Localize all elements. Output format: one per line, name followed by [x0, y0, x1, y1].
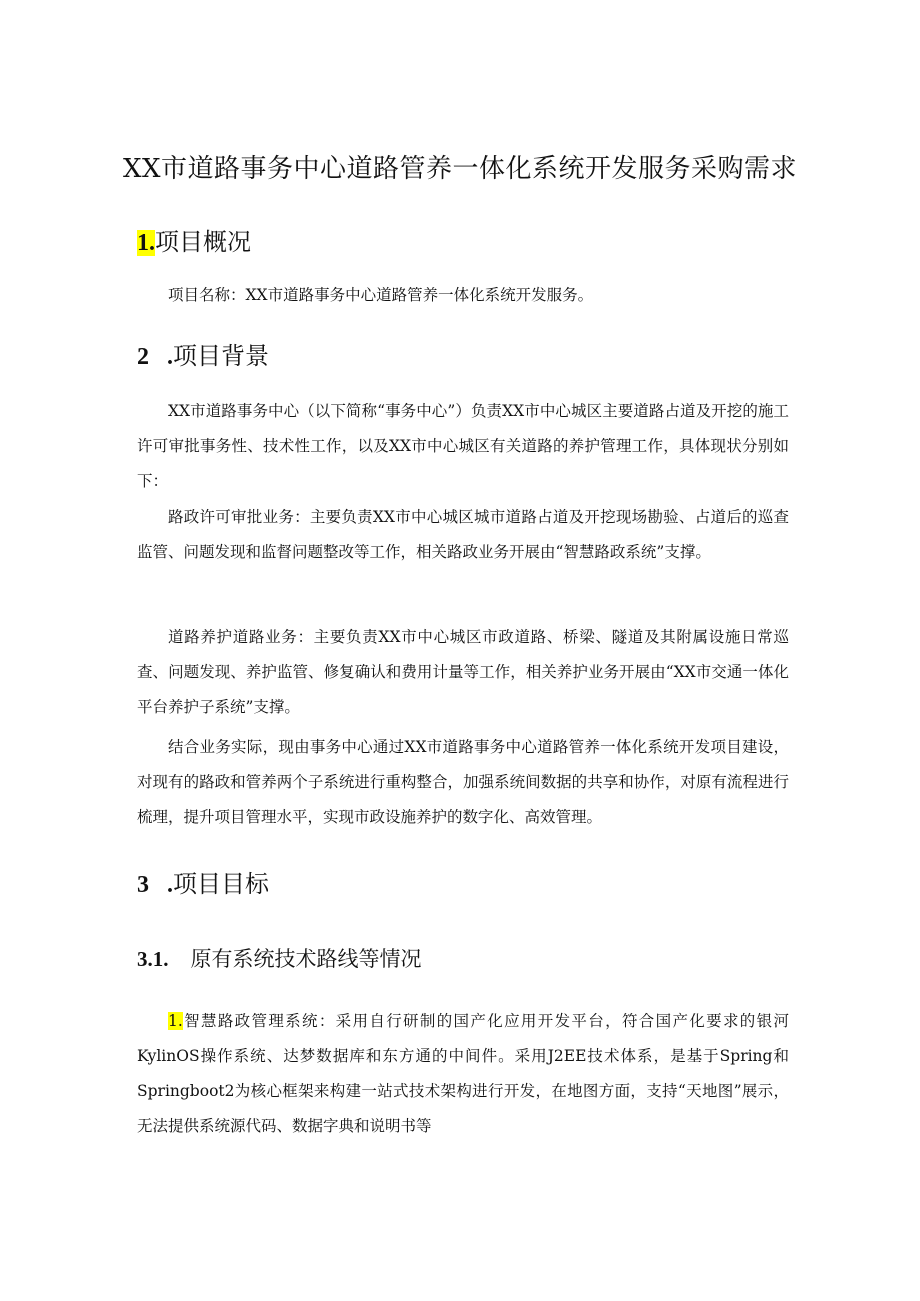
- subsection-3-1-number: 3.1.: [137, 947, 169, 971]
- project-name-paragraph: 项目名称：XX市道路事务中心道路管养一体化系统开发服务。: [168, 286, 594, 304]
- background-paragraph-3: 道路养护道路业务：主要负责XX市中心城区市政道路、桥梁、隧道及其附属设施日常巡查、问题发现、养护监管、修复确认和费用计量等工作，相关养护业务开展由“XX市交通一体化平台养护子系统”支撑。: [137, 628, 789, 716]
- section-2-heading: [137, 340, 269, 373]
- document-title: XX市道路事务中心道路管养一体化系统开发服务采购需求: [122, 154, 798, 184]
- list-item-text: 智慧路政管理系统：采用自行研制的国产化应用开发平台，符合国产化要求的银河KylinOS操作系统、达梦数据库和东方通的中间件。采用J2EE技术体系，是基于Spring和Springboot2为核心框架来构建一站式技术架构进行开发，在地图方面，支持“天地图”展示，无法提供系统源代码、数据字典和说明书等: [137, 1012, 789, 1135]
- section-1-heading: [137, 226, 251, 259]
- section-3-heading: [137, 868, 269, 901]
- section-2-dot: .: [167, 344, 173, 370]
- section-3-number: 3: [137, 872, 149, 898]
- section-2-title: 项目背景: [173, 342, 269, 370]
- background-paragraph-2: 路政许可审批业务：主要负责XX市中心城区城市道路占道及开挖现场勘验、占道后的巡查监管、问题发现和监督问题整改等工作，相关路政业务开展由“智慧路政系统”支撑。: [137, 508, 789, 561]
- background-paragraph-4: 结合业务实际，现由事务中心通过XX市道路事务中心道路管养一体化系统开发项目建设，对现有的路政和管养两个子系统进行重构整合，加强系统间数据的共享和协作，对原有流程进行梳理，提升项目管理水平，实现市政设施养护的数字化、高效管理。: [137, 738, 789, 826]
- system-tech-paragraph: [137, 1004, 789, 1144]
- section-1-title: 项目概况: [155, 228, 251, 256]
- subsection-3-1-title: 原有系统技术路线等情况: [190, 947, 422, 971]
- subsection-3-1-heading: [137, 944, 422, 974]
- background-paragraph-1: XX市道路事务中心（以下简称“事务中心”）负责XX市中心城区主要道路占道及开挖的施工许可审批事务性、技术性工作，以及XX市中心城区有关道路的养护管理工作，具体现状分别如下：: [137, 402, 789, 490]
- section-3-title: 项目目标: [173, 870, 269, 898]
- section-2-number: 2: [137, 344, 149, 370]
- list-item-number: 1.: [168, 1012, 183, 1030]
- section-3-dot: .: [167, 872, 173, 898]
- section-1-number: 1.: [137, 230, 155, 256]
